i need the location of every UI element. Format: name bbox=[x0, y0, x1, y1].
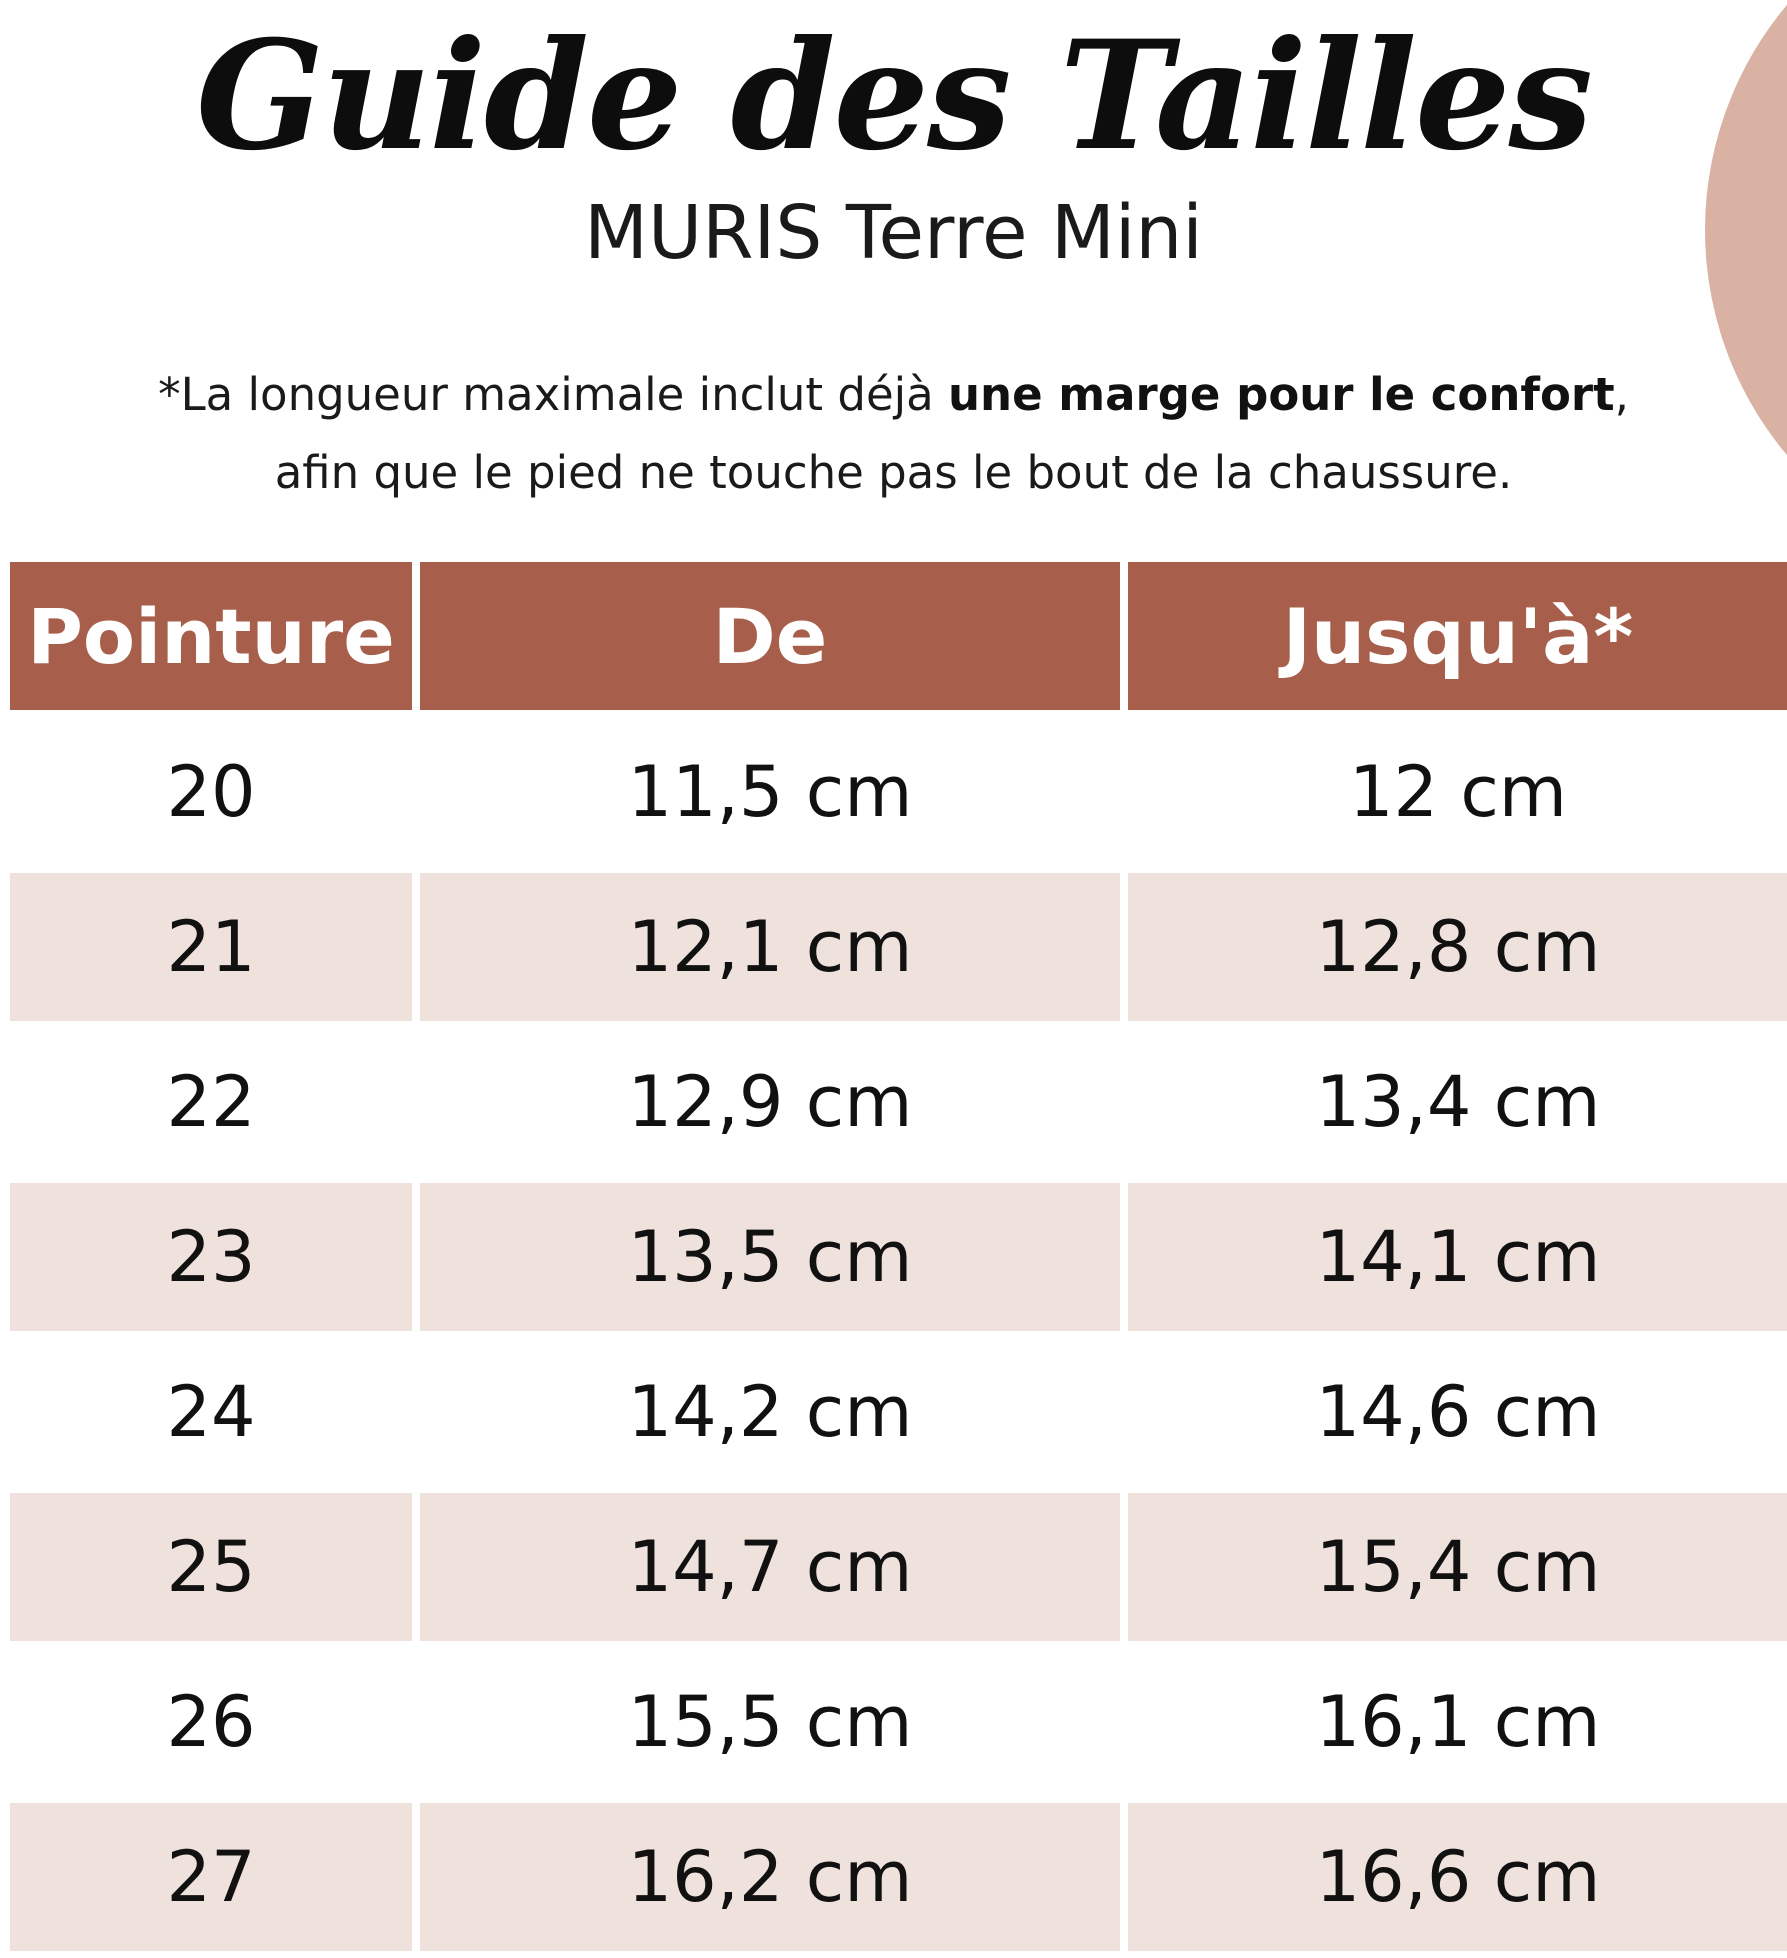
to-cell: 16,1 cm bbox=[1128, 1648, 1787, 1803]
note-text-start: *La longueur maximale inclut déjà bbox=[158, 368, 949, 421]
to-cell: 16,6 cm bbox=[1128, 1803, 1787, 1958]
from-cell: 14,2 cm bbox=[420, 1338, 1120, 1493]
from-cell: 13,5 cm bbox=[420, 1183, 1120, 1338]
to-cell: 14,1 cm bbox=[1128, 1183, 1787, 1338]
note-text-bold: une marge pour le confort bbox=[948, 368, 1615, 421]
table-header-row bbox=[10, 562, 1787, 718]
size-cell: 20 bbox=[10, 718, 412, 873]
table-row bbox=[10, 1028, 1787, 1183]
table-row bbox=[10, 718, 1787, 873]
from-cell: 12,9 cm bbox=[420, 1028, 1120, 1183]
from-cell: 16,2 cm bbox=[420, 1803, 1120, 1958]
to-cell: 14,6 cm bbox=[1128, 1338, 1787, 1493]
to-cell: 13,4 cm bbox=[1128, 1028, 1787, 1183]
from-cell: 15,5 cm bbox=[420, 1648, 1120, 1803]
table-row bbox=[10, 1648, 1787, 1803]
size-cell: 27 bbox=[10, 1803, 412, 1958]
to-cell: 12,8 cm bbox=[1128, 873, 1787, 1028]
comfort-note bbox=[0, 356, 1787, 512]
table-row bbox=[10, 1803, 1787, 1958]
note-line-2: afin que le pied ne touche pas le bout de la chaussure. bbox=[274, 446, 1513, 499]
column-header-from: De bbox=[420, 562, 1120, 718]
size-cell: 22 bbox=[10, 1028, 412, 1183]
from-cell: 14,7 cm bbox=[420, 1493, 1120, 1648]
size-cell: 21 bbox=[10, 873, 412, 1028]
size-table bbox=[2, 562, 1787, 1958]
size-cell: 23 bbox=[10, 1183, 412, 1338]
note-text-end: , bbox=[1614, 368, 1629, 421]
size-cell: 25 bbox=[10, 1493, 412, 1648]
to-cell: 15,4 cm bbox=[1128, 1493, 1787, 1648]
to-cell: 12 cm bbox=[1128, 718, 1787, 873]
table-row bbox=[10, 1183, 1787, 1338]
product-name: MURIS Terre Mini bbox=[584, 190, 1203, 276]
note-line-1 bbox=[0, 356, 1787, 434]
column-header-size: Pointure bbox=[10, 562, 412, 718]
size-cell: 24 bbox=[10, 1338, 412, 1493]
column-header-to: Jusqu'à* bbox=[1128, 562, 1787, 718]
from-cell: 12,1 cm bbox=[420, 873, 1120, 1028]
size-cell: 26 bbox=[10, 1648, 412, 1803]
from-cell: 11,5 cm bbox=[420, 718, 1120, 873]
table-row bbox=[10, 1493, 1787, 1648]
table-row bbox=[10, 873, 1787, 1028]
page-title: Guide des Tailles bbox=[196, 8, 1591, 184]
table-row bbox=[10, 1338, 1787, 1493]
